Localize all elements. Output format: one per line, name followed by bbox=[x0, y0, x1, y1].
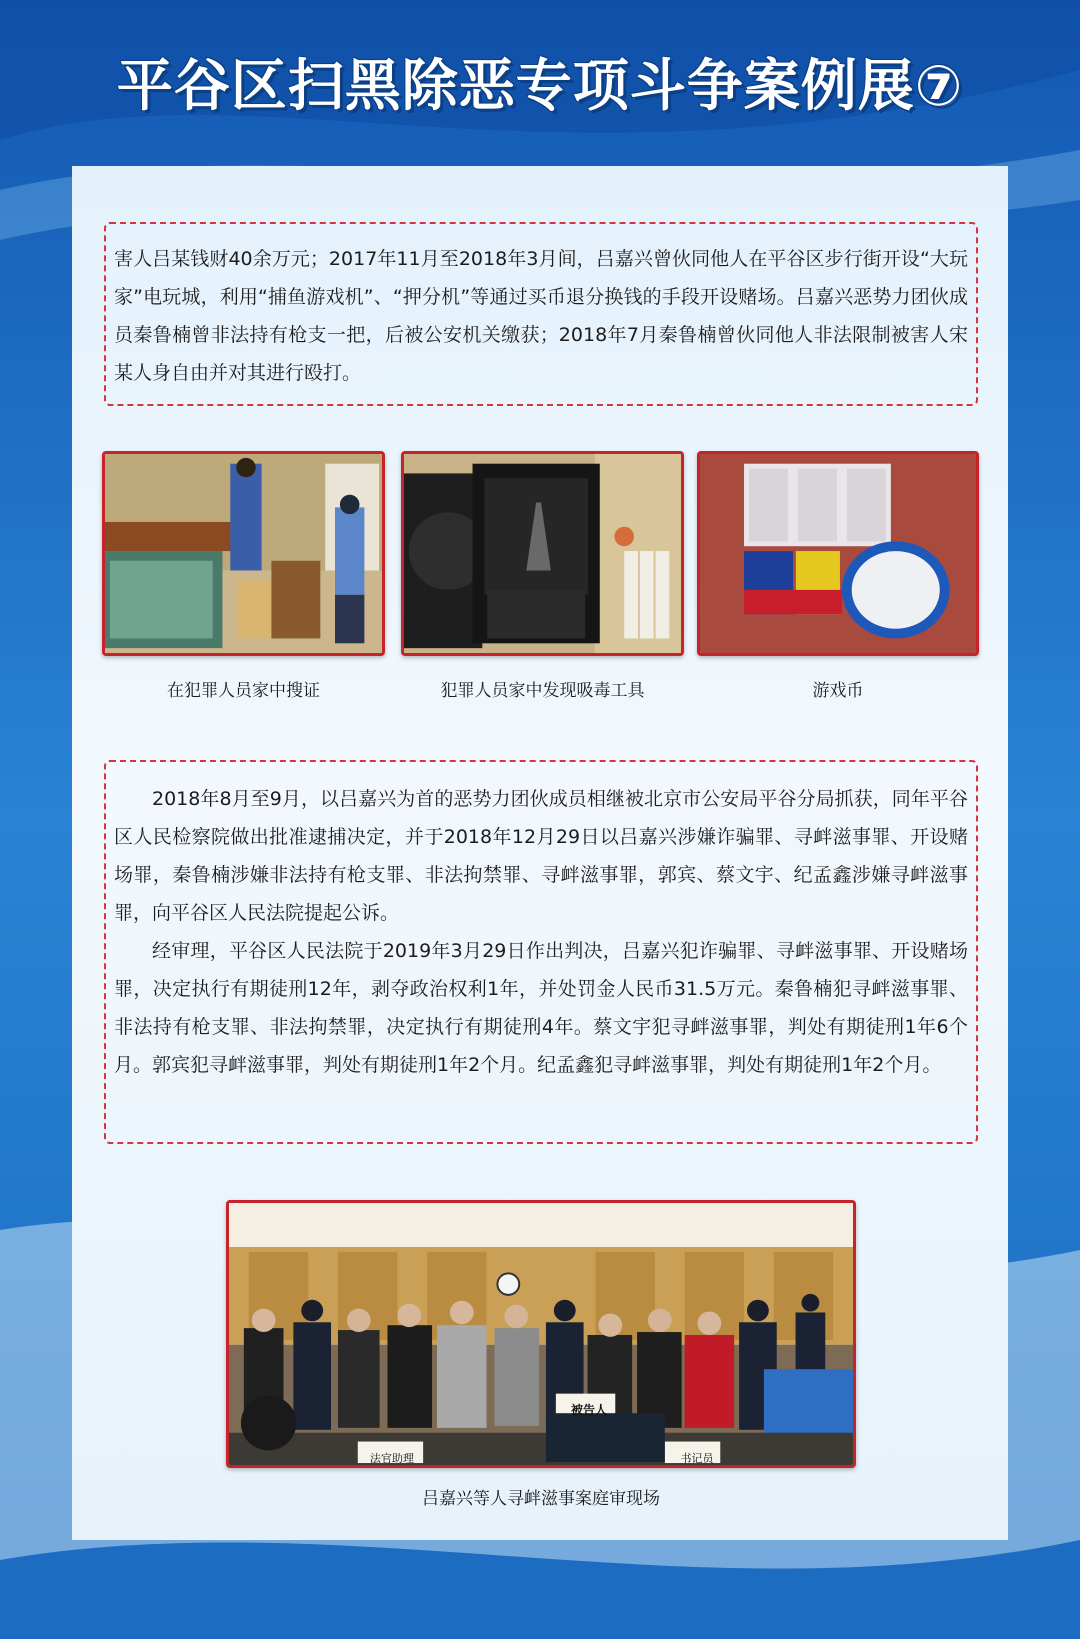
case-verdict-paragraph: 经审理，平谷区人民法院于2019年3月29日作出判决，吕嘉兴犯诈骗罪、寻衅滋事罪、开设赌场罪，决定执行有期徒刑12年，剥夺政治权利1年，并处罚金人民币31.5万元。秦鲁楠犯寻衅滋事罪、非法持有枪支罪、非法拘禁罪，决定执行有期徒刑4年。蔡文宇犯寻衅滋事罪，判处有期徒刑1年6个月。郭宾犯寻衅滋事罪，判处有期徒刑1年2个月。纪孟鑫犯寻衅滋事罪，判处有期徒刑1年2个月。 bbox=[114, 940, 968, 1076]
case-arrest-paragraph: 2018年8月至9月，以吕嘉兴为首的恶势力团伙成员相继被北京市公安局平谷分局抓获，同年平谷区人民检察院做出批准逮捕决定，并于2018年12月29日以吕嘉兴涉嫌诈骗罪、寻衅滋事罪、开设赌场罪，秦鲁楠涉嫌非法持有枪支罪、非法拘禁罪、寻衅滋事罪，郭宾、蔡文宇、纪孟鑫涉嫌寻衅滋事罪，向平谷区人民法院提起公诉。 bbox=[114, 788, 968, 924]
case-intro-paragraph: 害人吕某钱财40余万元；2017年11月至2018年3月间，吕嘉兴曾伙同他人在平谷区步行街开设“大玩家”电玩城，利用“捕鱼游戏机”、“押分机”等通过买币退分换钱的手段开设赌场。吕嘉兴恶势力团伙成员秦鲁楠曾非法持有枪支一把，后被公安机关缴获；2018年7月秦鲁楠曾伙同他人非法限制被害人宋某人身自由并对其进行殴打。 bbox=[114, 248, 968, 384]
case-intro-textbox bbox=[104, 222, 978, 406]
sign-defendant: 被告人 bbox=[570, 1403, 607, 1417]
case-result-textbox bbox=[104, 760, 978, 1144]
photo-caption-court: 吕嘉兴等人寻衅滋事案庭审现场 bbox=[422, 1489, 660, 1509]
photo-caption-drug-tools: 犯罪人员家中发现吸毒工具 bbox=[440, 681, 645, 701]
photo-court-hearing bbox=[226, 1200, 856, 1468]
photo-caption-search: 在犯罪人员家中搜证 bbox=[167, 681, 320, 701]
sign-clerk: 书记员 bbox=[680, 1452, 714, 1465]
page-title: 平谷区扫黑除恶专项斗争案例展⑦ bbox=[116, 54, 964, 119]
photo-game-tokens bbox=[697, 451, 979, 656]
photo-caption-tokens: 游戏币 bbox=[812, 681, 864, 701]
photo-evidence-search bbox=[102, 451, 385, 656]
photo-drug-tools bbox=[401, 451, 684, 656]
sign-judge-assistant: 法官助理 bbox=[370, 1452, 414, 1465]
